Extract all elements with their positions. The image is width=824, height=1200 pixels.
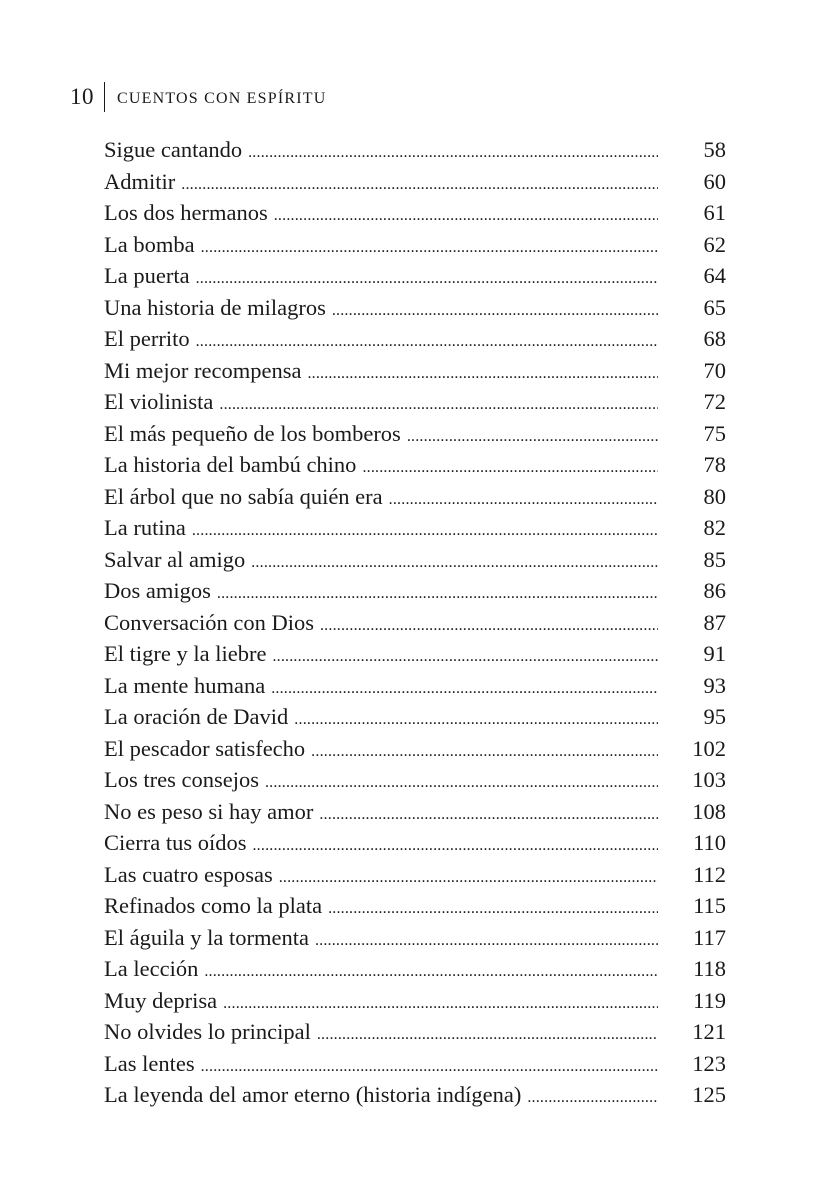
toc-entry-title: El árbol que no sabía quién era <box>104 483 383 509</box>
toc-entry-title: Mi mejor recompensa <box>104 357 302 383</box>
toc-entry-title-group <box>104 260 658 295</box>
toc-entry-page-number: 91 <box>703 641 726 666</box>
toc-entry <box>104 890 726 922</box>
toc-entry <box>104 229 726 261</box>
toc-entry-title-group <box>104 134 658 169</box>
toc-entry-title-group <box>104 197 658 232</box>
dot-leader <box>252 830 658 862</box>
toc-entry-title: El tigre y la liebre <box>104 641 267 666</box>
dot-leader <box>319 799 658 831</box>
toc-entry-title-group <box>104 1048 658 1083</box>
toc-entry-page-number: 125 <box>692 1082 726 1107</box>
toc-entry-title-group <box>104 292 658 327</box>
toc-entry-page-number: 58 <box>703 137 726 162</box>
dot-leader <box>294 704 658 736</box>
toc-entry-title-group <box>104 355 658 390</box>
toc-entry-title: Salvar al amigo <box>104 546 246 572</box>
dot-leader <box>272 641 658 673</box>
header-divider <box>104 82 105 112</box>
dot-leader <box>181 169 658 201</box>
toc-entry-title: La mente humana <box>104 672 266 698</box>
toc-entry-title-group <box>104 1016 658 1051</box>
toc-entry <box>104 670 726 702</box>
toc-entry-title: El más pequeño de los bomberos <box>104 420 401 446</box>
toc-entry-title: La bomba <box>104 231 195 257</box>
dot-leader <box>217 578 658 610</box>
toc-entry <box>104 733 726 765</box>
toc-entry-page-number: 60 <box>703 168 726 194</box>
toc-entry-page-number: 78 <box>703 452 726 477</box>
toc-entry-title: El águila y la tormenta <box>104 924 309 950</box>
toc-entry-title: Dos amigos <box>104 578 211 603</box>
toc-entry-title-group <box>104 1079 658 1114</box>
toc-entry-title: Cierra tus oídos <box>104 830 247 855</box>
dot-leader <box>196 263 658 295</box>
toc-entry-title-group <box>104 796 658 831</box>
toc-entry <box>104 859 726 891</box>
toc-entry-title-group <box>104 166 658 201</box>
toc-entry-page-number: 86 <box>703 578 726 603</box>
toc-entry <box>104 197 726 229</box>
toc-entry <box>104 985 726 1017</box>
toc-entry <box>104 260 726 292</box>
toc-entry <box>104 292 726 324</box>
book-title: CUENTOS CON ESPÍRITU <box>117 89 327 107</box>
toc-entry <box>104 922 726 954</box>
toc-entry-title-group <box>104 638 658 673</box>
toc-entry-title: El perrito <box>104 326 190 351</box>
toc-entry-page-number: 72 <box>703 389 726 414</box>
toc-entry <box>104 355 726 387</box>
dot-leader <box>407 421 658 453</box>
page-number: 10 <box>70 84 94 109</box>
dot-leader <box>332 295 658 327</box>
toc-entry-title-group <box>104 701 658 736</box>
toc-entry-page-number: 64 <box>703 263 726 288</box>
toc-entry <box>104 418 726 450</box>
dot-leader <box>271 673 658 705</box>
toc-entry-title: La rutina <box>104 515 186 540</box>
toc-entry-title-group <box>104 323 658 358</box>
dot-leader <box>192 515 658 547</box>
toc-entry-page-number: 118 <box>693 956 726 981</box>
dot-leader <box>223 988 658 1020</box>
toc-entry-title-group <box>104 607 658 642</box>
dot-leader <box>201 1051 658 1083</box>
toc-entry-page-number: 117 <box>693 924 726 950</box>
toc-entry <box>104 481 726 513</box>
dot-leader <box>204 956 658 988</box>
dot-leader <box>311 736 658 768</box>
toc-entry-title-group <box>104 670 658 705</box>
dot-leader <box>248 137 658 169</box>
toc-entry-title: Admitir <box>104 168 176 194</box>
toc-entry-title: Sigue cantando <box>104 137 243 162</box>
toc-entry-title: Muy deprisa <box>104 987 218 1013</box>
toc-entry-title-group <box>104 449 658 484</box>
toc-entry-title-group <box>104 386 658 421</box>
running-head <box>70 82 327 112</box>
toc-entry-page-number: 95 <box>703 704 726 729</box>
toc-entry-title-group <box>104 544 658 579</box>
dot-leader <box>362 452 658 484</box>
toc-entry-title-group <box>104 953 658 988</box>
toc-entry-title: Las lentes <box>104 1050 195 1076</box>
toc-entry-title: Las cuatro esposas <box>104 861 273 887</box>
toc-entry <box>104 638 726 670</box>
toc-entry-title: Conversación con Dios <box>104 609 314 635</box>
toc-entry <box>104 1048 726 1080</box>
toc-entry-page-number: 61 <box>703 200 726 225</box>
dot-leader <box>201 232 658 264</box>
dot-leader <box>265 767 658 799</box>
dot-leader <box>389 484 658 516</box>
dot-leader <box>320 610 658 642</box>
toc-entry <box>104 575 726 607</box>
toc-entry-page-number: 102 <box>692 735 726 761</box>
toc-entry-page-number: 115 <box>693 893 726 918</box>
dot-leader <box>251 547 658 579</box>
toc-entry-title: La oración de David <box>104 704 289 729</box>
toc-entry-title: El pescador satisfecho <box>104 735 306 761</box>
toc-entry <box>104 134 726 166</box>
toc-entry-title-group <box>104 859 658 894</box>
toc-entry-page-number: 65 <box>703 294 726 320</box>
dot-leader <box>315 925 658 957</box>
dot-leader <box>328 893 658 925</box>
toc-entry-title-group <box>104 229 658 264</box>
toc-entry-title-group <box>104 512 658 547</box>
toc-entry-title-group <box>104 764 658 799</box>
toc-entry <box>104 796 726 828</box>
toc-entry-title: Refinados como la plata <box>104 893 323 918</box>
toc-entry <box>104 449 726 481</box>
dot-leader <box>274 200 658 232</box>
toc-entry-page-number: 68 <box>703 326 726 351</box>
toc-entry-page-number: 103 <box>692 767 726 792</box>
dot-leader <box>196 326 658 358</box>
toc-entry-title-group <box>104 922 658 957</box>
toc-entry-page-number: 112 <box>693 861 726 887</box>
toc-entry <box>104 764 726 796</box>
toc-entry-page-number: 85 <box>703 546 726 572</box>
toc-entry <box>104 1016 726 1048</box>
toc-entry-title: La leyenda del amor eterno (historia indígena) <box>104 1082 522 1107</box>
toc-entry-title: No es peso si hay amor <box>104 798 314 824</box>
toc-entry-title: La lección <box>104 956 199 981</box>
toc-entry-page-number: 93 <box>703 672 726 698</box>
toc-entry <box>104 607 726 639</box>
toc-entry-title: La puerta <box>104 263 190 288</box>
toc-entry <box>104 544 726 576</box>
toc-entry-page-number: 75 <box>703 420 726 446</box>
toc-entry-page-number: 110 <box>693 830 726 855</box>
toc-entry-page-number: 121 <box>692 1019 726 1044</box>
toc-entry-page-number: 123 <box>692 1050 726 1076</box>
toc-entry-title-group <box>104 733 658 768</box>
toc-entry <box>104 953 726 985</box>
toc-entry-title: La historia del bambú chino <box>104 452 357 477</box>
toc-entry <box>104 166 726 198</box>
toc-entry-title: El violinista <box>104 389 214 414</box>
toc-entry-title-group <box>104 418 658 453</box>
toc-entry <box>104 1079 726 1111</box>
toc-entry-title-group <box>104 890 658 925</box>
toc-entry-title: No olvides lo principal <box>104 1019 311 1044</box>
toc-entry <box>104 323 726 355</box>
toc-entry-page-number: 119 <box>693 987 726 1013</box>
toc-entry-title-group <box>104 481 658 516</box>
dot-leader <box>307 358 658 390</box>
toc-entry-page-number: 108 <box>692 798 726 824</box>
toc-entry-page-number: 70 <box>703 357 726 383</box>
toc-entry-title: Los tres consejos <box>104 767 259 792</box>
toc-entry <box>104 827 726 859</box>
toc-entry-page-number: 82 <box>703 515 726 540</box>
dot-leader <box>317 1019 658 1051</box>
toc-entry-title-group <box>104 985 658 1020</box>
toc-entry-page-number: 87 <box>703 609 726 635</box>
table-of-contents <box>104 134 726 1111</box>
dot-leader <box>527 1082 658 1114</box>
toc-entry-title-group <box>104 575 658 610</box>
toc-entry-title: Los dos hermanos <box>104 200 268 225</box>
dot-leader <box>219 389 658 421</box>
toc-entry <box>104 512 726 544</box>
toc-entry-page-number: 80 <box>703 483 726 509</box>
toc-entry-title-group <box>104 827 658 862</box>
toc-entry <box>104 386 726 418</box>
dot-leader <box>279 862 658 894</box>
toc-entry-page-number: 62 <box>703 231 726 257</box>
toc-entry-title: Una historia de milagros <box>104 294 326 320</box>
toc-entry <box>104 701 726 733</box>
